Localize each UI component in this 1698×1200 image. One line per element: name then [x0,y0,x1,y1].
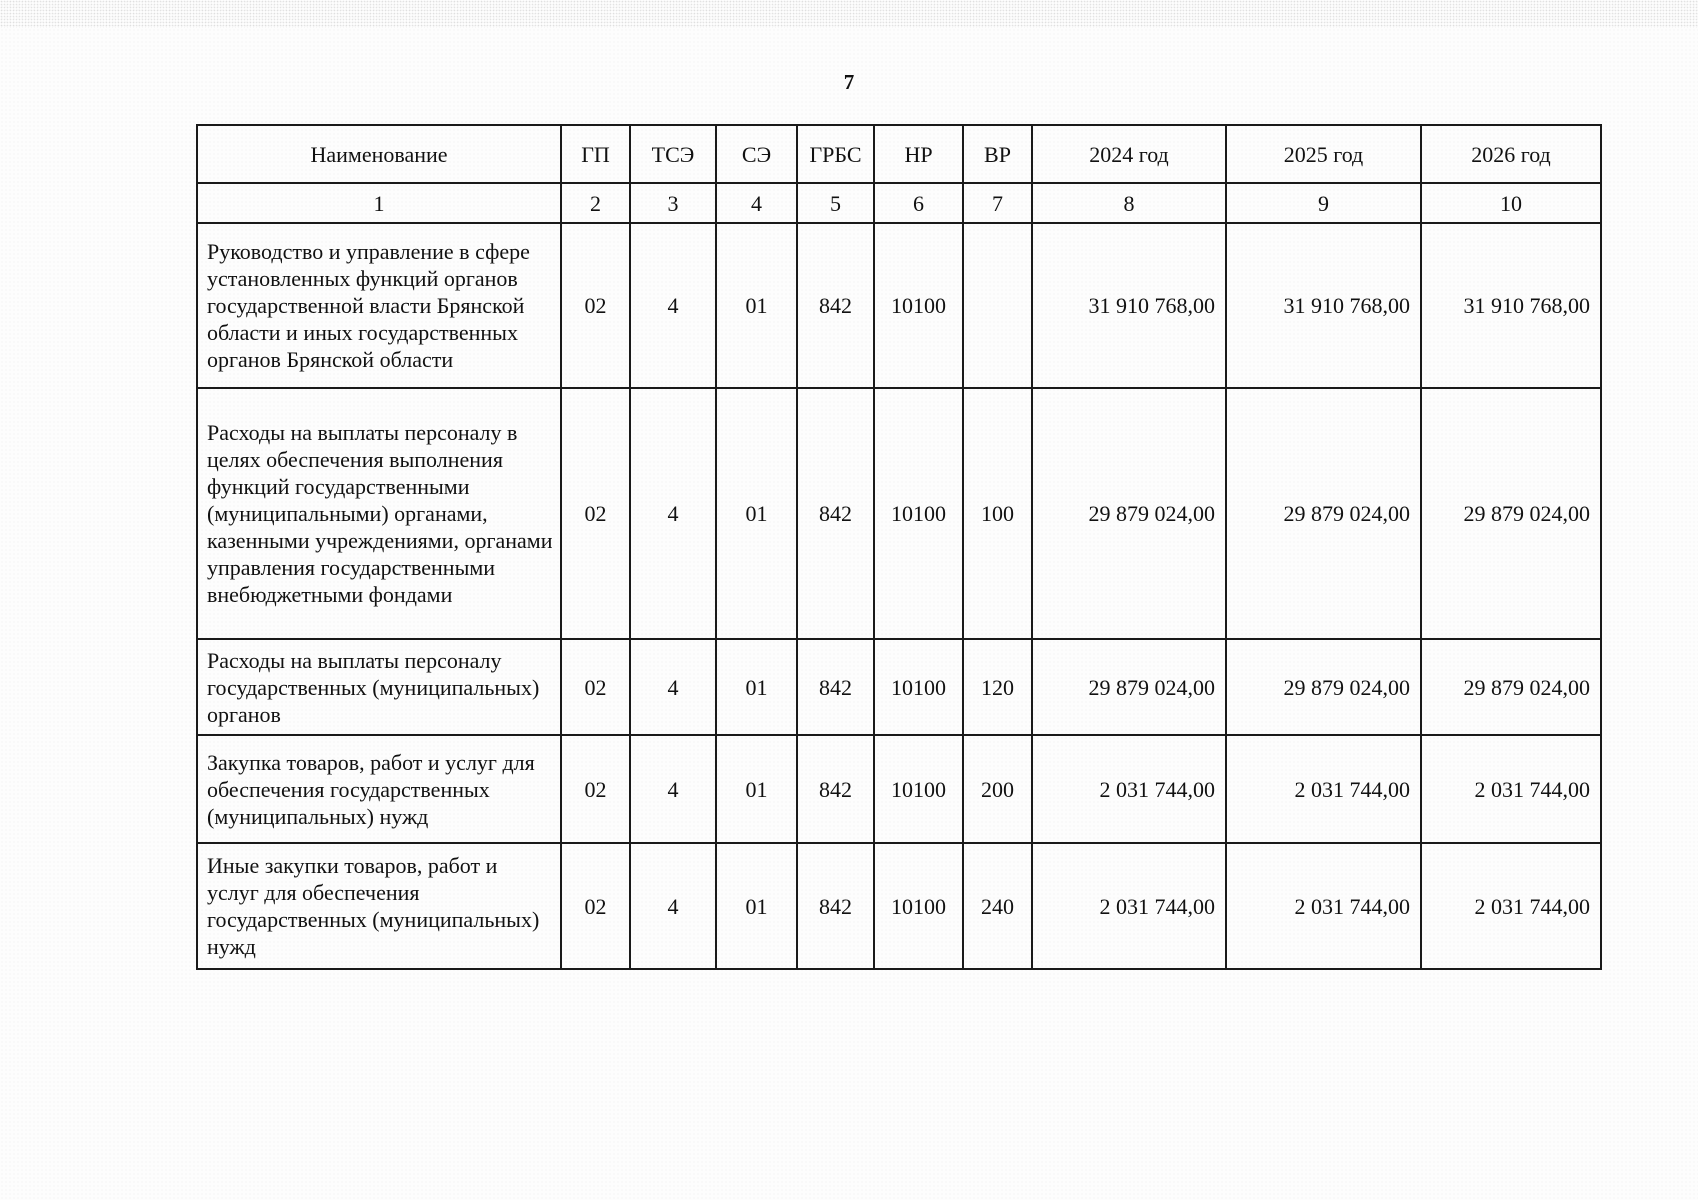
row-gp: 02 [561,223,630,388]
header-tse: ТСЭ [630,125,716,183]
row-amount-2026: 2 031 744,00 [1421,843,1601,969]
header-grbs: ГРБС [797,125,874,183]
row-tse: 4 [630,223,716,388]
row-amount-2024: 29 879 024,00 [1032,639,1226,735]
row-gp: 02 [561,639,630,735]
table-row [197,843,1601,969]
row-se: 01 [716,843,797,969]
column-number: 7 [963,183,1032,223]
row-grbs: 842 [797,843,874,969]
row-gp: 02 [561,843,630,969]
header-vr: ВР [963,125,1032,183]
row-name: Руководство и управление в сфере установленных функций органов государственной власти Брянской области и иных государственных органов Брянской области [197,223,561,388]
column-number: 10 [1421,183,1601,223]
header-2026: 2026 год [1421,125,1601,183]
budget-table [196,124,1602,970]
row-amount-2026: 29 879 024,00 [1421,639,1601,735]
column-number: 8 [1032,183,1226,223]
row-amount-2024: 31 910 768,00 [1032,223,1226,388]
table-row [197,639,1601,735]
row-se: 01 [716,735,797,843]
row-grbs: 842 [797,388,874,639]
row-amount-2025: 29 879 024,00 [1226,388,1421,639]
row-se: 01 [716,223,797,388]
row-tse: 4 [630,735,716,843]
row-amount-2025: 2 031 744,00 [1226,735,1421,843]
header-2025: 2025 год [1226,125,1421,183]
row-tse: 4 [630,388,716,639]
row-amount-2026: 31 910 768,00 [1421,223,1601,388]
row-vr: 200 [963,735,1032,843]
row-grbs: 842 [797,735,874,843]
column-number: 9 [1226,183,1421,223]
row-grbs: 842 [797,639,874,735]
header-name: Наименование [197,125,561,183]
row-vr [963,223,1032,388]
row-amount-2024: 2 031 744,00 [1032,843,1226,969]
row-amount-2025: 31 910 768,00 [1226,223,1421,388]
row-nr: 10100 [874,223,963,388]
row-grbs: 842 [797,223,874,388]
row-tse: 4 [630,843,716,969]
column-number: 1 [197,183,561,223]
row-name: Закупка товаров, работ и услуг для обеспечения государственных (муниципальных) нужд [197,735,561,843]
row-name: Расходы на выплаты персоналу в целях обеспечения выполнения функций государственными (муниципальными) органами, казенными учреждениями, органами управления государственными внебюджетными фондами [197,388,561,639]
header-nr: НР [874,125,963,183]
row-amount-2026: 29 879 024,00 [1421,388,1601,639]
row-gp: 02 [561,388,630,639]
header-gp: ГП [561,125,630,183]
header-se: СЭ [716,125,797,183]
page-number: 7 [843,70,855,94]
row-amount-2026: 2 031 744,00 [1421,735,1601,843]
table-row [197,388,1601,639]
row-vr: 100 [963,388,1032,639]
row-nr: 10100 [874,639,963,735]
row-tse: 4 [630,639,716,735]
table-row [197,223,1601,388]
row-amount-2024: 2 031 744,00 [1032,735,1226,843]
column-number-row [197,183,1601,223]
row-name: Расходы на выплаты персоналу государственных (муниципальных) органов [197,639,561,735]
header-row [197,125,1601,183]
row-se: 01 [716,639,797,735]
header-2024: 2024 год [1032,125,1226,183]
row-vr: 120 [963,639,1032,735]
row-vr: 240 [963,843,1032,969]
column-number: 5 [797,183,874,223]
scan-artifact [0,0,1698,28]
column-number: 6 [874,183,963,223]
row-gp: 02 [561,735,630,843]
row-amount-2025: 29 879 024,00 [1226,639,1421,735]
row-name: Иные закупки товаров, работ и услуг для обеспечения государственных (муниципальных) нужд [197,843,561,969]
row-se: 01 [716,388,797,639]
column-number: 3 [630,183,716,223]
table-row [197,735,1601,843]
row-amount-2024: 29 879 024,00 [1032,388,1226,639]
row-amount-2025: 2 031 744,00 [1226,843,1421,969]
row-nr: 10100 [874,843,963,969]
row-nr: 10100 [874,388,963,639]
column-number: 4 [716,183,797,223]
column-number: 2 [561,183,630,223]
row-nr: 10100 [874,735,963,843]
